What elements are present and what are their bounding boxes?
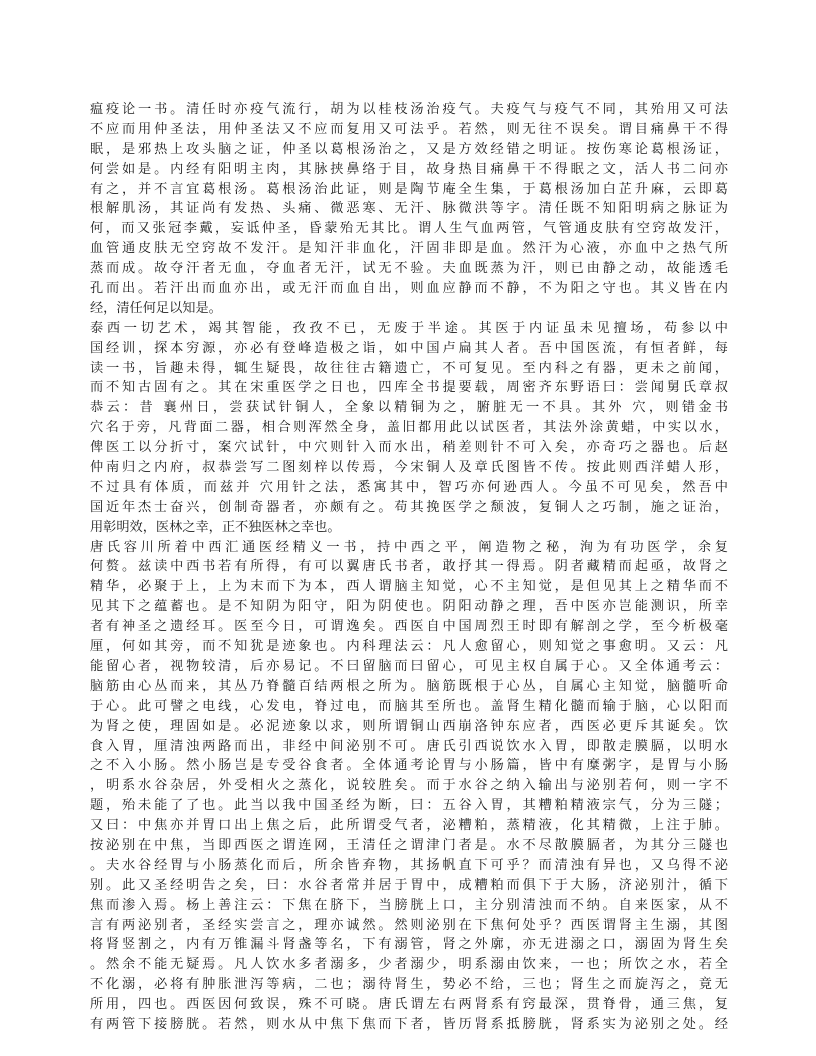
text-line: 国经训，探本穷源，亦必有登峰造极之诣，如中国卢扁其人者。吾中国医流，有恒者鲜，每 [90, 340, 728, 356]
text-line: 恭云：昔 襄州日，尝获试针铜人，全象以精铜为之，腑脏无一不具。其外 穴，则错金书 [90, 400, 728, 416]
text-line: ，明系水谷杂居，外受相火之蒸化，说较胜矣。而于水谷之纳入输出与泌别若何，则一字不 [90, 778, 728, 794]
text-line: 不化溺，必将有肿胀泄泻等病，二也；溺待肾生，势必不给，三也；肾生之而旋泻之，竟无 [90, 977, 728, 993]
text-line: 别。此又圣经明告之矣，曰：水谷者常并居于胃中，成糟粕而俱下于大肠，济泌别汁，循下 [90, 877, 728, 893]
text-line: 经，清任何足以知是。 [90, 300, 222, 316]
text-line: 瘟疫论一书。清任时亦疫气流行，胡为以桂枝汤治疫气。夫疫气与疫气不同，其殆用又可法 [90, 102, 728, 117]
text-line: 又曰：中焦亦并胃口出上焦之后，此所谓受气者，泌糟粕，蒸精液，化其精微，上注于肺。 [90, 818, 728, 834]
text-line: 厘，何如其旁，而不知犹是迹象也。内科理法云：凡人愈留心，则知觉之事愈明。又云：凡 [90, 639, 728, 655]
text-line: 之不入小肠。然小肠岂是专受谷食者。全体通考论胃与小肠篇，皆中有糜粥字，是胃与小肠 [90, 758, 728, 774]
text-line: 而不知古固有之。其在宋重医学之日也，四库全书提要载，周密齐东野语曰：尝闻舅氏章叔 [90, 380, 728, 396]
text-line: 俾医工以分折寸，案穴试针，中穴则针入而水出，稍差则针不可入矣，亦奇巧之器也。后赵 [90, 440, 728, 456]
text-line: 见其下之蕴蓄也。是不知阴为阳守，阳为阴使也。阴阳动静之理，吾中医亦岂能测识，所幸 [90, 599, 728, 615]
text-line: 何，而又张冠李戴，妄诋仲圣，昏蒙殆无其比。谓人生气血两管，气管通皮肤有空窍故发汗， [90, 221, 728, 237]
text-line: 。然余不能无疑焉。凡人饮水多者溺多，少者溺少，明系溺由饮来，一也；所饮之水，若全 [90, 957, 728, 973]
text-line: 血管通皮肤无空窍故不发汗。是知汗非血化，汗固非即是血。然汗为心液，亦血中之热气所 [90, 241, 728, 257]
text-line: 泰西一切艺术，竭其智能，孜孜不已，无废于半途。其医于内证虽未见擅场，苟参以中 [90, 320, 728, 336]
text-line: 言有两泌别者，圣经实尝言之，理亦诚然。然则泌别在下焦何处乎？西医谓肾主生溺，其图 [90, 917, 728, 933]
text-line: 于心。此可譬之电线，心发电，脊过电，而脑其至所也。盖肾生精化髓而输于脑，心以阳而 [90, 698, 728, 714]
text-line: 不过具有体质，而兹并 穴用针之法，悉寓其中，智巧亦何逊西人。今虽不可见矣，然吾中 [90, 479, 728, 495]
text-line: 何赘。兹读中西书若有所得，有可以翼唐氏书者，敢抒其一得焉。阴者藏精而起亟，故肾之 [90, 559, 728, 575]
text-line: 有之，并不言宜葛根汤。葛根汤治此证，则是陶节庵全生集，于葛根汤加白芷升麻，云即葛 [90, 181, 728, 197]
text-line: 脑筋由心丛而来，其丛乃脊髓百结两根之所为。脑筋既根于心丛，自属心主知觉，脑髓听命 [90, 678, 728, 694]
text-line: 食入胃，厘清浊两路而出，非经中间泌别不可。唐氏引西说饮水入胃，即散走膜膈，以明水 [90, 738, 728, 754]
text-line: 精华，必聚于上，上为末而下为本，西人谓脑主知觉，心不主知觉，是但见其上之精华而不 [90, 579, 728, 595]
text-line: 按泌别在中焦，当即西医之谓连网，王清任之谓津门者是。水不尽散膜膈者，为其分三隧也 [90, 837, 728, 853]
text-line: 有两管下接膀胱。若然，则水从中焦下焦而下者，皆历肾系抵膀胱，肾系实为泌别之处。经 [90, 1016, 728, 1032]
text-line: 焦而渗入焉。杨上善注云：下焦在脐下，当膀胱上口，主分别清浊而不纳。自来医家，从不 [90, 897, 728, 913]
text-line: 仲南归之内府，叔恭尝写二图刻梓以传焉，今宋铜人及章氏图皆不传。按此则西洋蜡人形， [90, 460, 728, 476]
text-line: 眠，是邪热上攻头脑之证，仲圣以葛根汤治之，又是方效经错之明证。按伤寒论葛根汤证， [90, 141, 728, 157]
text-line: 为肾之使，理固如是。必泥迹象以求，则所谓铜山西崩洛钟东应者，西医必更斥其诞矣。饮 [90, 718, 728, 734]
text-line: 孔而出。若汗出而血亦出，或无汗而血自出，则血应静而不静，不为阳之守也。其义皆在内 [90, 281, 728, 297]
text-line: 者有神圣之遗经耳。医至今日，可谓逸矣。西医自中国周烈王时即有解剖之学，至今析极毫 [90, 619, 728, 635]
text-line: 唐氏容川所着中西汇通医经精义一书，持中西之平，阐造物之秘，洵为有功医学，余复 [90, 539, 728, 555]
text-line: 何尝如是。内经有阳明主肉，其脉挟鼻络于目，故身热目痛鼻干不得眠之文，活人书二问亦 [90, 161, 728, 177]
text-line: 。夫水谷经胃与小肠蒸化而后，所余皆弃物，其扬帆直下可乎？而清浊有异也，又乌得不泌 [90, 857, 728, 873]
text-line: 将肾竖割之，内有万锥漏斗肾盏等名，下有溺管，肾之外廓，亦无进溺之口，溺固为肾生矣 [90, 937, 728, 953]
text-line: 不应而用仲圣法，用仲圣法又不应而复用又可法乎。若然，则无往不误矣。谓目痛鼻干不得 [90, 121, 728, 137]
text-line: 所用，四也。西医因何致误，殊不可晓。唐氏谓左右两肾系有窍最深，贯脊骨，通三焦，复 [90, 997, 728, 1013]
text-line: 读一书，旨趣未得，辄生疑畏，故往往古籍遗亡，不可复见。至内科之有器，更未之前闻， [90, 360, 728, 376]
text-line: 穴名于旁，凡背面二器，相合则浑然全身，盖旧都用此以试医者，其法外涂黄蜡，中实以水， [90, 420, 728, 436]
text-line: 题，殆未能了了也。此当以我中国圣经为断，曰：五谷入胃，其糟粕精液宗气，分为三隧； [90, 798, 728, 814]
text-line: 蒸而成。故夺汗者无血，夺血者无汗，试无不验。夫血既蒸为汗，则已由静之动，故能透毛 [90, 261, 728, 277]
text-line: 国近年杰士奋兴，创制奇器者，亦颇有之。苟其挽医学之颓波，复铜人之巧制，施之证治， [90, 499, 728, 515]
document-page [90, 100, 728, 1035]
document-body [90, 100, 728, 1035]
text-line: 能留心者，视物较清，后亦易记。不曰留脑而曰留心，可见主权自属于心。又全体通考云： [90, 658, 728, 674]
text-line: 根解肌汤，其证尚有发热、头痛、微恶寒、无汗、脉微洪等字。清任既不知阳明病之脉证为 [90, 201, 728, 217]
text-line: 用彰明效，医林之幸，正不独医林之幸也。 [90, 519, 341, 535]
